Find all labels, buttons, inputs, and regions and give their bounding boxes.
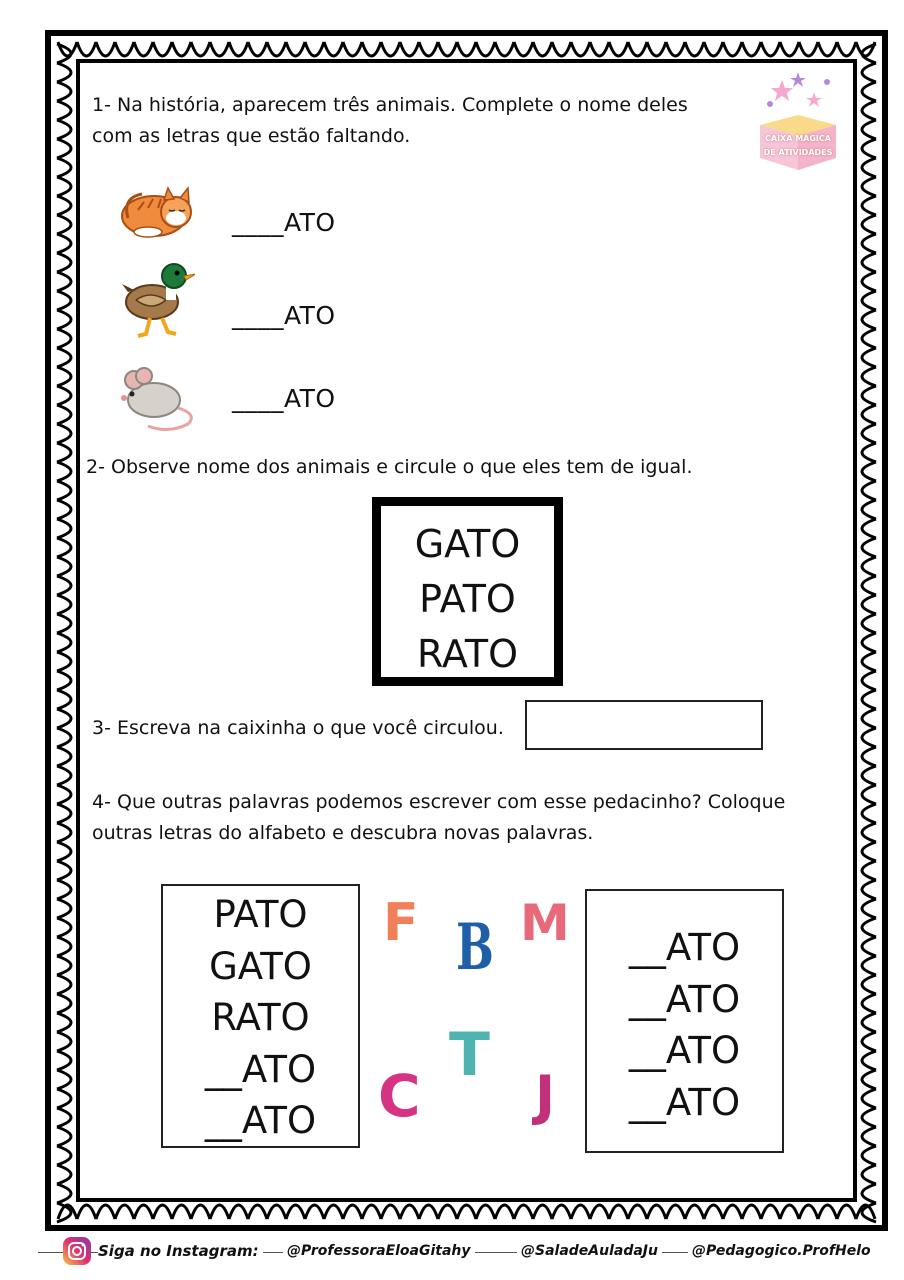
- magic-box-icon: [752, 70, 844, 175]
- duck-blank[interactable]: ____ATO: [232, 301, 336, 330]
- cat-icon: [118, 180, 198, 240]
- answer-box[interactable]: [525, 700, 763, 750]
- question-3: 3- Escreva na caixinha o que você circulou.: [92, 717, 504, 739]
- word-rato[interactable]: RATO: [416, 632, 519, 676]
- instagram-icon[interactable]: [62, 1236, 92, 1266]
- list-item-blank[interactable]: __ATO: [628, 977, 741, 1021]
- letter-c: C: [378, 1062, 421, 1130]
- word-list-right: [585, 889, 784, 1153]
- list-item-blank[interactable]: __ATO: [204, 1047, 317, 1091]
- question-2: 2- Observe nome dos animais e circule o que eles tem de igual.: [86, 456, 693, 478]
- footer-label: Siga no Instagram:: [98, 1238, 263, 1264]
- list-item-blank[interactable]: __ATO: [628, 1080, 741, 1124]
- letter-m: M: [520, 894, 570, 952]
- mouse-blank[interactable]: ____ATO: [232, 384, 336, 413]
- logo: [752, 70, 844, 175]
- cat-blank[interactable]: ____ATO: [232, 208, 336, 237]
- logo-text-1: CAIXA MÁGICA: [765, 134, 831, 143]
- list-item-blank[interactable]: __ATO: [204, 1099, 317, 1142]
- common-words-box: [372, 497, 563, 686]
- list-item-blank[interactable]: __ATO: [628, 926, 741, 969]
- question-1-line-2: com as letras que estão faltando.: [92, 125, 411, 147]
- word-pato[interactable]: PATO: [419, 577, 516, 621]
- question-1-line-1: 1- Na história, aparecem três animais. Complete o nome deles: [92, 94, 688, 116]
- footer-handle-2[interactable]: @SaladeAuladaJu: [517, 1238, 662, 1264]
- letter-f: F: [383, 893, 419, 953]
- duck-icon: [120, 260, 195, 342]
- question-4-line-2: outras letras do alfabeto e descubra novas palavras.: [92, 822, 594, 844]
- list-item: PATO: [213, 893, 308, 936]
- logo-text-2: DE ATIVIDADES: [763, 148, 833, 157]
- question-4-line-1: 4- Que outras palavras podemos escrever com esse pedacinho? Coloque: [92, 791, 786, 813]
- list-item: RATO: [211, 996, 310, 1039]
- word-gato[interactable]: GATO: [414, 522, 521, 566]
- mouse-icon: [118, 366, 198, 432]
- letter-t: T: [449, 1020, 490, 1090]
- word-list-left: [161, 884, 360, 1148]
- footer-handle-3[interactable]: @Pedagogico.ProfHelo: [688, 1238, 875, 1264]
- footer-handle-1[interactable]: @ProfessoraEloaGitahy: [283, 1238, 475, 1264]
- list-item: GATO: [209, 944, 312, 988]
- letter-b: B: [456, 910, 494, 985]
- list-item-blank[interactable]: __ATO: [628, 1029, 741, 1072]
- letter-j: J: [535, 1064, 556, 1127]
